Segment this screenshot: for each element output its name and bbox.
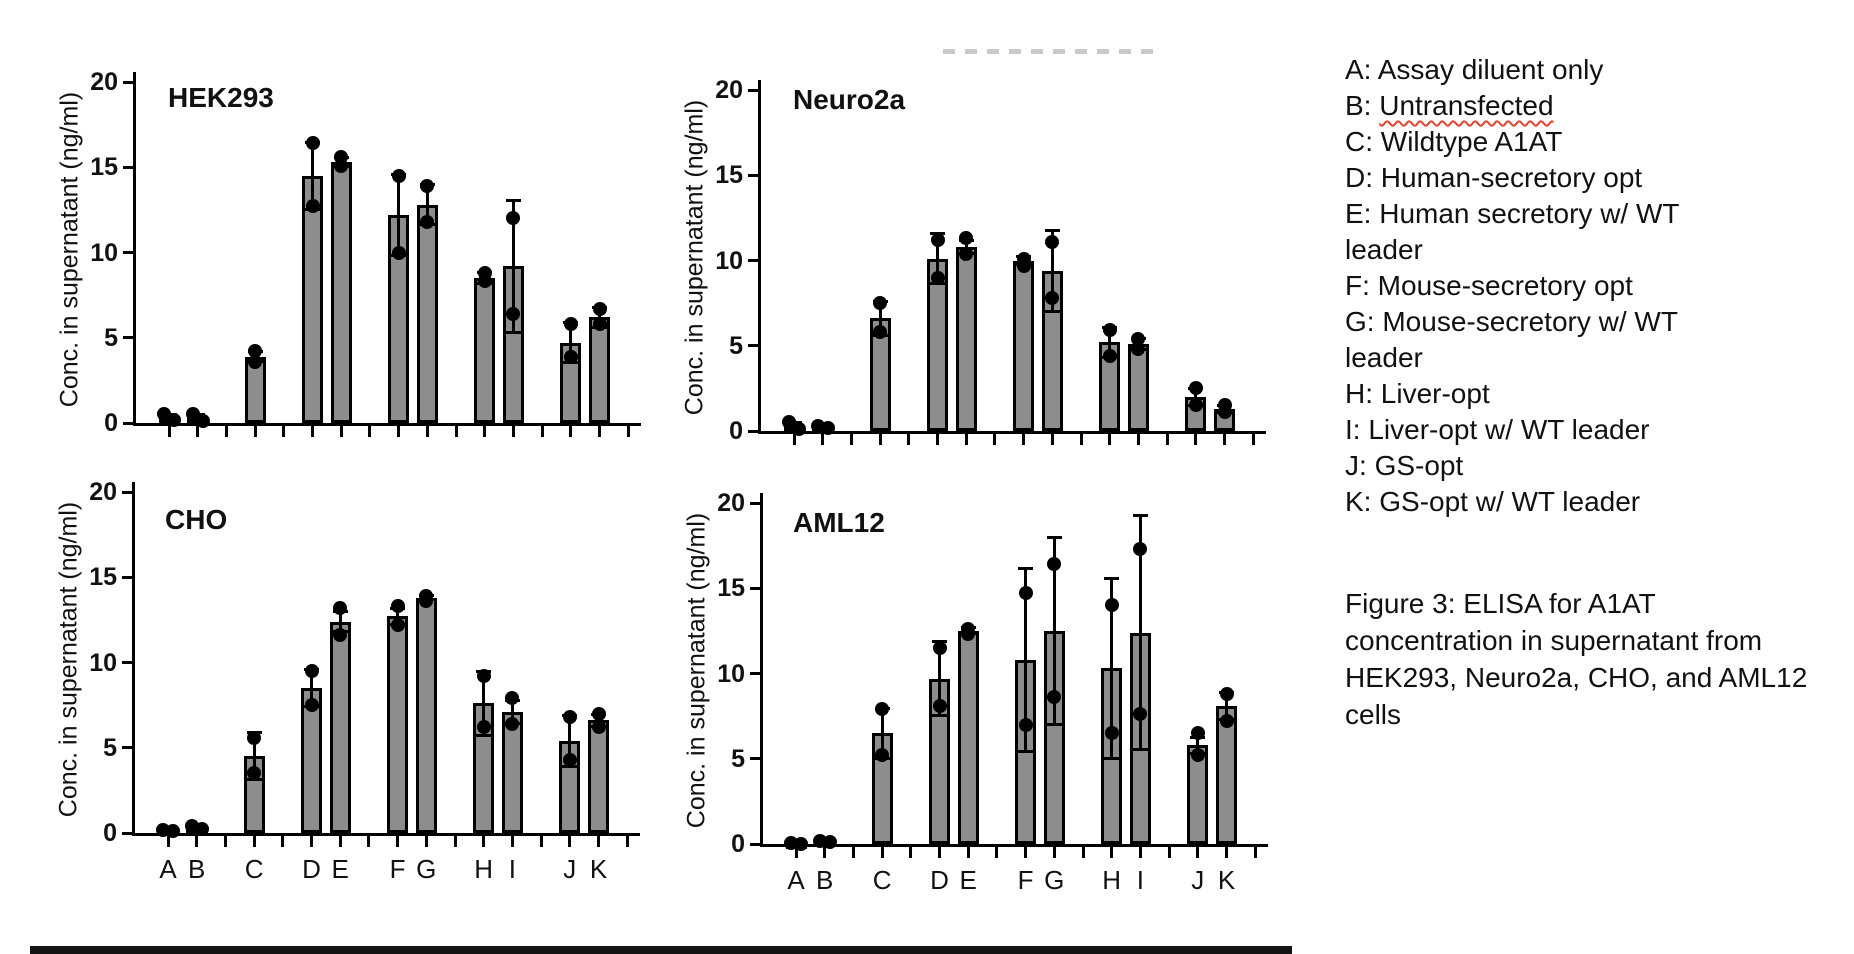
- data-point-G: [420, 179, 434, 193]
- x-tick: [1080, 434, 1083, 445]
- x-tick: [850, 434, 853, 445]
- legend-item-H: [1345, 376, 1745, 412]
- legend-key: K:: [1345, 486, 1380, 517]
- x-label-B: B: [816, 865, 834, 895]
- x-tick: [310, 836, 313, 847]
- chart-title: AML12: [793, 507, 885, 538]
- cropped-text-artifact: [943, 49, 1158, 54]
- error-cap-top-H: [1104, 577, 1119, 580]
- legend-label: Untransfected: [1379, 90, 1554, 121]
- error-cap-bottom-G: [1047, 723, 1062, 726]
- legend-key: J:: [1345, 450, 1375, 481]
- data-point-J: [564, 350, 578, 364]
- error-cap-bottom-I: [506, 331, 521, 334]
- x-tick: [1051, 434, 1054, 445]
- x-tick: [1166, 434, 1169, 445]
- x-tick: [1053, 847, 1056, 858]
- x-tick: [995, 847, 998, 858]
- x-tick: [1252, 434, 1255, 445]
- data-point-A: [167, 413, 181, 427]
- legend-item-D: [1345, 160, 1745, 196]
- error-cap-bottom-I: [1133, 748, 1148, 751]
- legend-label: GS-opt w/ WT leader: [1379, 486, 1641, 517]
- data-point-D: [306, 199, 320, 213]
- y-axis-extension: [133, 72, 136, 82]
- legend-item-F: [1345, 268, 1745, 304]
- legend-key: F:: [1345, 270, 1378, 301]
- y-tick: [748, 259, 758, 262]
- legend-item-E: [1345, 196, 1745, 268]
- error-bar-F: [397, 174, 400, 256]
- x-tick: [482, 836, 485, 847]
- legend-label: Mouse-secretory w/ WT leader: [1345, 306, 1678, 373]
- y-tick: [122, 746, 132, 749]
- x-tick: [936, 434, 939, 445]
- y-tick-label: 5: [104, 323, 118, 352]
- y-axis-label: Conc. in supernatant (ng/ml): [54, 501, 83, 817]
- data-point-H: [1105, 726, 1119, 740]
- error-cap-top-F: [1018, 567, 1033, 570]
- x-tick: [879, 434, 882, 445]
- data-point-G: [420, 215, 434, 229]
- x-label-J: J: [1191, 865, 1205, 895]
- chart-title: Neuro2a: [793, 84, 906, 115]
- cropped-image-strip: [30, 946, 1292, 954]
- error-cap-bottom-H: [476, 734, 491, 737]
- y-tick-label: 20: [717, 489, 745, 517]
- y-tick-label: 10: [89, 648, 117, 677]
- y-tick: [122, 661, 132, 664]
- chart-neuro2a: [680, 76, 1266, 445]
- y-tick-label: 5: [103, 733, 117, 762]
- legend-key: E:: [1345, 198, 1380, 229]
- data-point-D: [931, 233, 945, 247]
- data-point-D: [306, 136, 320, 150]
- x-tick: [196, 426, 199, 437]
- x-tick: [282, 426, 285, 437]
- legend-key: H:: [1345, 378, 1381, 409]
- x-label-D: D: [302, 854, 321, 884]
- x-tick: [965, 434, 968, 445]
- bar-I: [1128, 344, 1149, 431]
- x-tick: [821, 434, 824, 445]
- x-tick: [598, 426, 601, 437]
- x-tick: [1022, 434, 1025, 445]
- data-point-E: [959, 231, 973, 245]
- bar-H: [474, 278, 495, 423]
- chart-cho: [54, 478, 640, 884]
- data-point-G: [1045, 235, 1059, 249]
- x-tick: [397, 426, 400, 437]
- x-tick: [1137, 434, 1140, 445]
- data-point-K: [592, 720, 606, 734]
- y-axis-extension: [132, 482, 135, 492]
- data-point-C: [873, 296, 887, 310]
- data-point-E: [959, 247, 973, 261]
- x-tick: [627, 426, 630, 437]
- error-cap-bottom-G: [1045, 310, 1060, 313]
- data-point-J: [1189, 381, 1203, 395]
- x-label-E: E: [959, 865, 977, 895]
- data-point-K: [1220, 714, 1234, 728]
- legend-label: Mouse-secretory opt: [1377, 270, 1633, 301]
- x-tick: [512, 426, 515, 437]
- x-label-B: B: [188, 854, 206, 884]
- x-tick: [993, 434, 996, 445]
- x-tick: [1108, 434, 1111, 445]
- x-tick: [483, 426, 486, 437]
- legend-label: GS-opt: [1374, 450, 1464, 481]
- bar-K: [589, 317, 610, 423]
- y-tick-label: 20: [90, 68, 118, 96]
- y-tick-label: 20: [89, 478, 117, 506]
- x-label-J: J: [563, 854, 577, 884]
- y-tick-label: 10: [715, 246, 743, 275]
- data-point-F: [1019, 586, 1033, 600]
- data-point-H: [477, 720, 491, 734]
- bar-G: [417, 205, 438, 423]
- bar-G: [416, 598, 437, 833]
- data-point-C: [248, 355, 262, 369]
- bar-F: [1013, 261, 1034, 432]
- x-tick: [281, 836, 284, 847]
- x-label-D: D: [930, 865, 949, 895]
- x-tick: [1024, 847, 1027, 858]
- x-tick: [881, 847, 884, 858]
- y-tick-label: 0: [731, 830, 745, 858]
- y-tick: [123, 336, 133, 339]
- chart-title: HEK293: [168, 82, 274, 113]
- y-tick-label: 15: [90, 153, 118, 182]
- bar-E: [331, 162, 352, 423]
- x-tick: [793, 434, 796, 445]
- y-tick: [122, 491, 132, 494]
- y-tick: [748, 430, 758, 433]
- x-label-E: E: [331, 854, 349, 884]
- data-point-C: [875, 702, 889, 716]
- x-label-F: F: [1017, 865, 1034, 895]
- legend-item-C: [1345, 124, 1745, 160]
- x-tick: [1194, 434, 1197, 445]
- x-tick: [1225, 847, 1228, 858]
- x-tick: [1139, 847, 1142, 858]
- y-tick-label: 10: [90, 238, 118, 267]
- bar-K: [588, 720, 609, 833]
- y-tick-label: 5: [731, 744, 745, 773]
- data-point-F: [1017, 259, 1031, 273]
- x-tick: [568, 836, 571, 847]
- y-axis-label: Conc. in supernatant (ng/ml): [55, 91, 84, 407]
- y-axis-label: Conc. in supernatant (ng/ml): [682, 512, 711, 828]
- data-point-K: [592, 707, 606, 721]
- x-tick: [852, 847, 855, 858]
- x-tick: [569, 426, 572, 437]
- data-point-B: [823, 835, 837, 849]
- x-tick: [167, 836, 170, 847]
- x-tick: [339, 836, 342, 847]
- y-tick-label: 0: [104, 409, 118, 437]
- y-tick: [123, 81, 133, 84]
- legend-label: Wildtype A1AT: [1380, 126, 1563, 157]
- data-point-F: [391, 618, 405, 632]
- y-tick: [123, 251, 133, 254]
- error-cap-top-I: [1133, 514, 1148, 517]
- bar-E: [958, 631, 979, 844]
- data-point-H: [1105, 598, 1119, 612]
- x-tick: [425, 836, 428, 847]
- data-point-H: [477, 669, 491, 683]
- y-tick-label: 20: [715, 76, 743, 104]
- y-tick-label: 15: [715, 161, 743, 190]
- x-tick: [823, 847, 826, 858]
- x-tick: [907, 434, 910, 445]
- x-tick: [253, 836, 256, 847]
- x-tick: [340, 426, 343, 437]
- x-label-A: A: [787, 865, 805, 895]
- legend-item-B: [1345, 88, 1745, 124]
- y-tick: [122, 832, 132, 835]
- x-tick: [225, 426, 228, 437]
- x-label-G: G: [416, 854, 437, 884]
- data-point-F: [1019, 718, 1033, 732]
- legend-key: G:: [1345, 306, 1383, 337]
- y-tick-label: 15: [89, 563, 117, 592]
- data-point-H: [1103, 349, 1117, 363]
- error-cap-top-G: [1047, 536, 1062, 539]
- legend-key: I:: [1345, 414, 1369, 445]
- x-tick: [455, 426, 458, 437]
- y-tick: [123, 422, 133, 425]
- data-point-C: [247, 731, 261, 745]
- x-tick: [396, 836, 399, 847]
- data-point-I: [1133, 542, 1147, 556]
- bar-F: [387, 616, 408, 833]
- x-label-A: A: [159, 854, 177, 884]
- error-cap-bottom-H: [1104, 757, 1119, 760]
- legend-key: C:: [1345, 126, 1381, 157]
- y-tick: [122, 576, 132, 579]
- x-tick: [1223, 434, 1226, 445]
- legend-item-I: [1345, 412, 1745, 448]
- y-tick-label: 5: [729, 331, 743, 360]
- x-tick: [1196, 847, 1199, 858]
- x-label-H: H: [1102, 865, 1122, 895]
- x-tick: [967, 847, 970, 858]
- data-point-D: [933, 699, 947, 713]
- y-axis-extension: [760, 493, 763, 503]
- x-tick: [1110, 847, 1113, 858]
- x-tick: [454, 836, 457, 847]
- x-tick: [168, 426, 171, 437]
- x-tick: [426, 426, 429, 437]
- x-tick: [224, 836, 227, 847]
- y-tick: [750, 587, 760, 590]
- x-tick: [938, 847, 941, 858]
- data-point-H: [1103, 323, 1117, 337]
- x-label-I: I: [508, 854, 516, 884]
- legend-label: Assay diluent only: [1377, 54, 1604, 85]
- y-axis-label: Conc. in supernatant (ng/ml): [680, 99, 709, 415]
- x-label-K: K: [589, 854, 608, 884]
- legend-label: Human-secretory opt: [1380, 162, 1643, 193]
- x-label-C: C: [244, 854, 264, 884]
- x-label-I: I: [1136, 865, 1144, 895]
- x-label-F: F: [389, 854, 406, 884]
- x-tick: [909, 847, 912, 858]
- x-label-K: K: [1217, 865, 1236, 895]
- x-tick: [368, 426, 371, 437]
- chart-hek293: [55, 68, 641, 437]
- x-tick: [541, 426, 544, 437]
- data-point-J: [1191, 726, 1205, 740]
- y-tick: [748, 174, 758, 177]
- y-tick: [750, 502, 760, 505]
- x-tick: [1254, 847, 1257, 858]
- data-point-I: [505, 691, 519, 705]
- legend-item-G: [1345, 304, 1745, 376]
- x-tick: [254, 426, 257, 437]
- y-tick: [750, 843, 760, 846]
- error-cap-top-I: [506, 199, 521, 202]
- legend-label: Liver-opt: [1380, 378, 1490, 409]
- y-tick-label: 15: [717, 574, 745, 603]
- data-point-B: [195, 822, 209, 836]
- y-tick: [748, 344, 758, 347]
- x-tick: [195, 836, 198, 847]
- data-point-D: [931, 271, 945, 285]
- legend-key: D:: [1345, 162, 1381, 193]
- legend-label: Human secretory w/ WT leader: [1345, 198, 1680, 265]
- data-point-G: [1047, 557, 1061, 571]
- x-tick: [1082, 847, 1085, 858]
- data-point-J: [563, 753, 577, 767]
- x-tick: [311, 426, 314, 437]
- condition-legend: [1345, 52, 1745, 520]
- bar-E: [330, 622, 351, 833]
- x-tick: [1168, 847, 1171, 858]
- y-tick: [750, 672, 760, 675]
- y-tick: [750, 757, 760, 760]
- x-label-G: G: [1044, 865, 1065, 895]
- legend-item-K: [1345, 484, 1745, 520]
- x-tick: [597, 836, 600, 847]
- error-cap-top-G: [1045, 229, 1060, 232]
- chart-title: CHO: [165, 504, 228, 535]
- data-point-K: [1220, 687, 1234, 701]
- data-point-D: [305, 664, 319, 678]
- x-label-H: H: [474, 854, 494, 884]
- x-tick: [626, 836, 629, 847]
- figure-caption: Figure 3: ELISA for A1AT concentration in supernatant from HEK293, Neuro2a, CHO, and AML12 cells: [1345, 588, 1808, 730]
- bar-E: [956, 247, 977, 431]
- data-point-K: [1218, 405, 1232, 419]
- data-point-A: [794, 837, 808, 851]
- data-point-K: [593, 317, 607, 331]
- data-point-J: [563, 710, 577, 724]
- y-axis-extension: [758, 80, 761, 90]
- legend-key: A:: [1345, 54, 1378, 85]
- error-cap-bottom-F: [1018, 750, 1033, 753]
- x-label-C: C: [872, 865, 892, 895]
- y-tick-label: 0: [729, 417, 743, 445]
- data-point-J: [564, 317, 578, 331]
- data-point-I: [506, 211, 520, 225]
- legend-key: B:: [1345, 90, 1380, 121]
- error-cap-bottom-D: [932, 714, 947, 717]
- x-tick: [540, 836, 543, 847]
- data-point-D: [933, 641, 947, 655]
- legend-item-A: [1345, 52, 1745, 88]
- data-point-F: [391, 599, 405, 613]
- y-tick-label: 0: [103, 819, 117, 847]
- data-point-B: [196, 414, 210, 428]
- data-point-K: [593, 302, 607, 316]
- data-point-A: [792, 422, 806, 436]
- data-point-F: [392, 246, 406, 260]
- y-tick: [748, 89, 758, 92]
- data-point-D: [305, 698, 319, 712]
- x-tick: [367, 836, 370, 847]
- chart-aml12: [682, 489, 1268, 895]
- legend-item-J: [1345, 448, 1745, 484]
- y-tick-label: 10: [717, 659, 745, 688]
- legend-label: Liver-opt w/ WT leader: [1368, 414, 1650, 445]
- data-point-E: [334, 159, 348, 173]
- x-tick: [511, 836, 514, 847]
- y-tick: [123, 166, 133, 169]
- data-point-F: [392, 169, 406, 183]
